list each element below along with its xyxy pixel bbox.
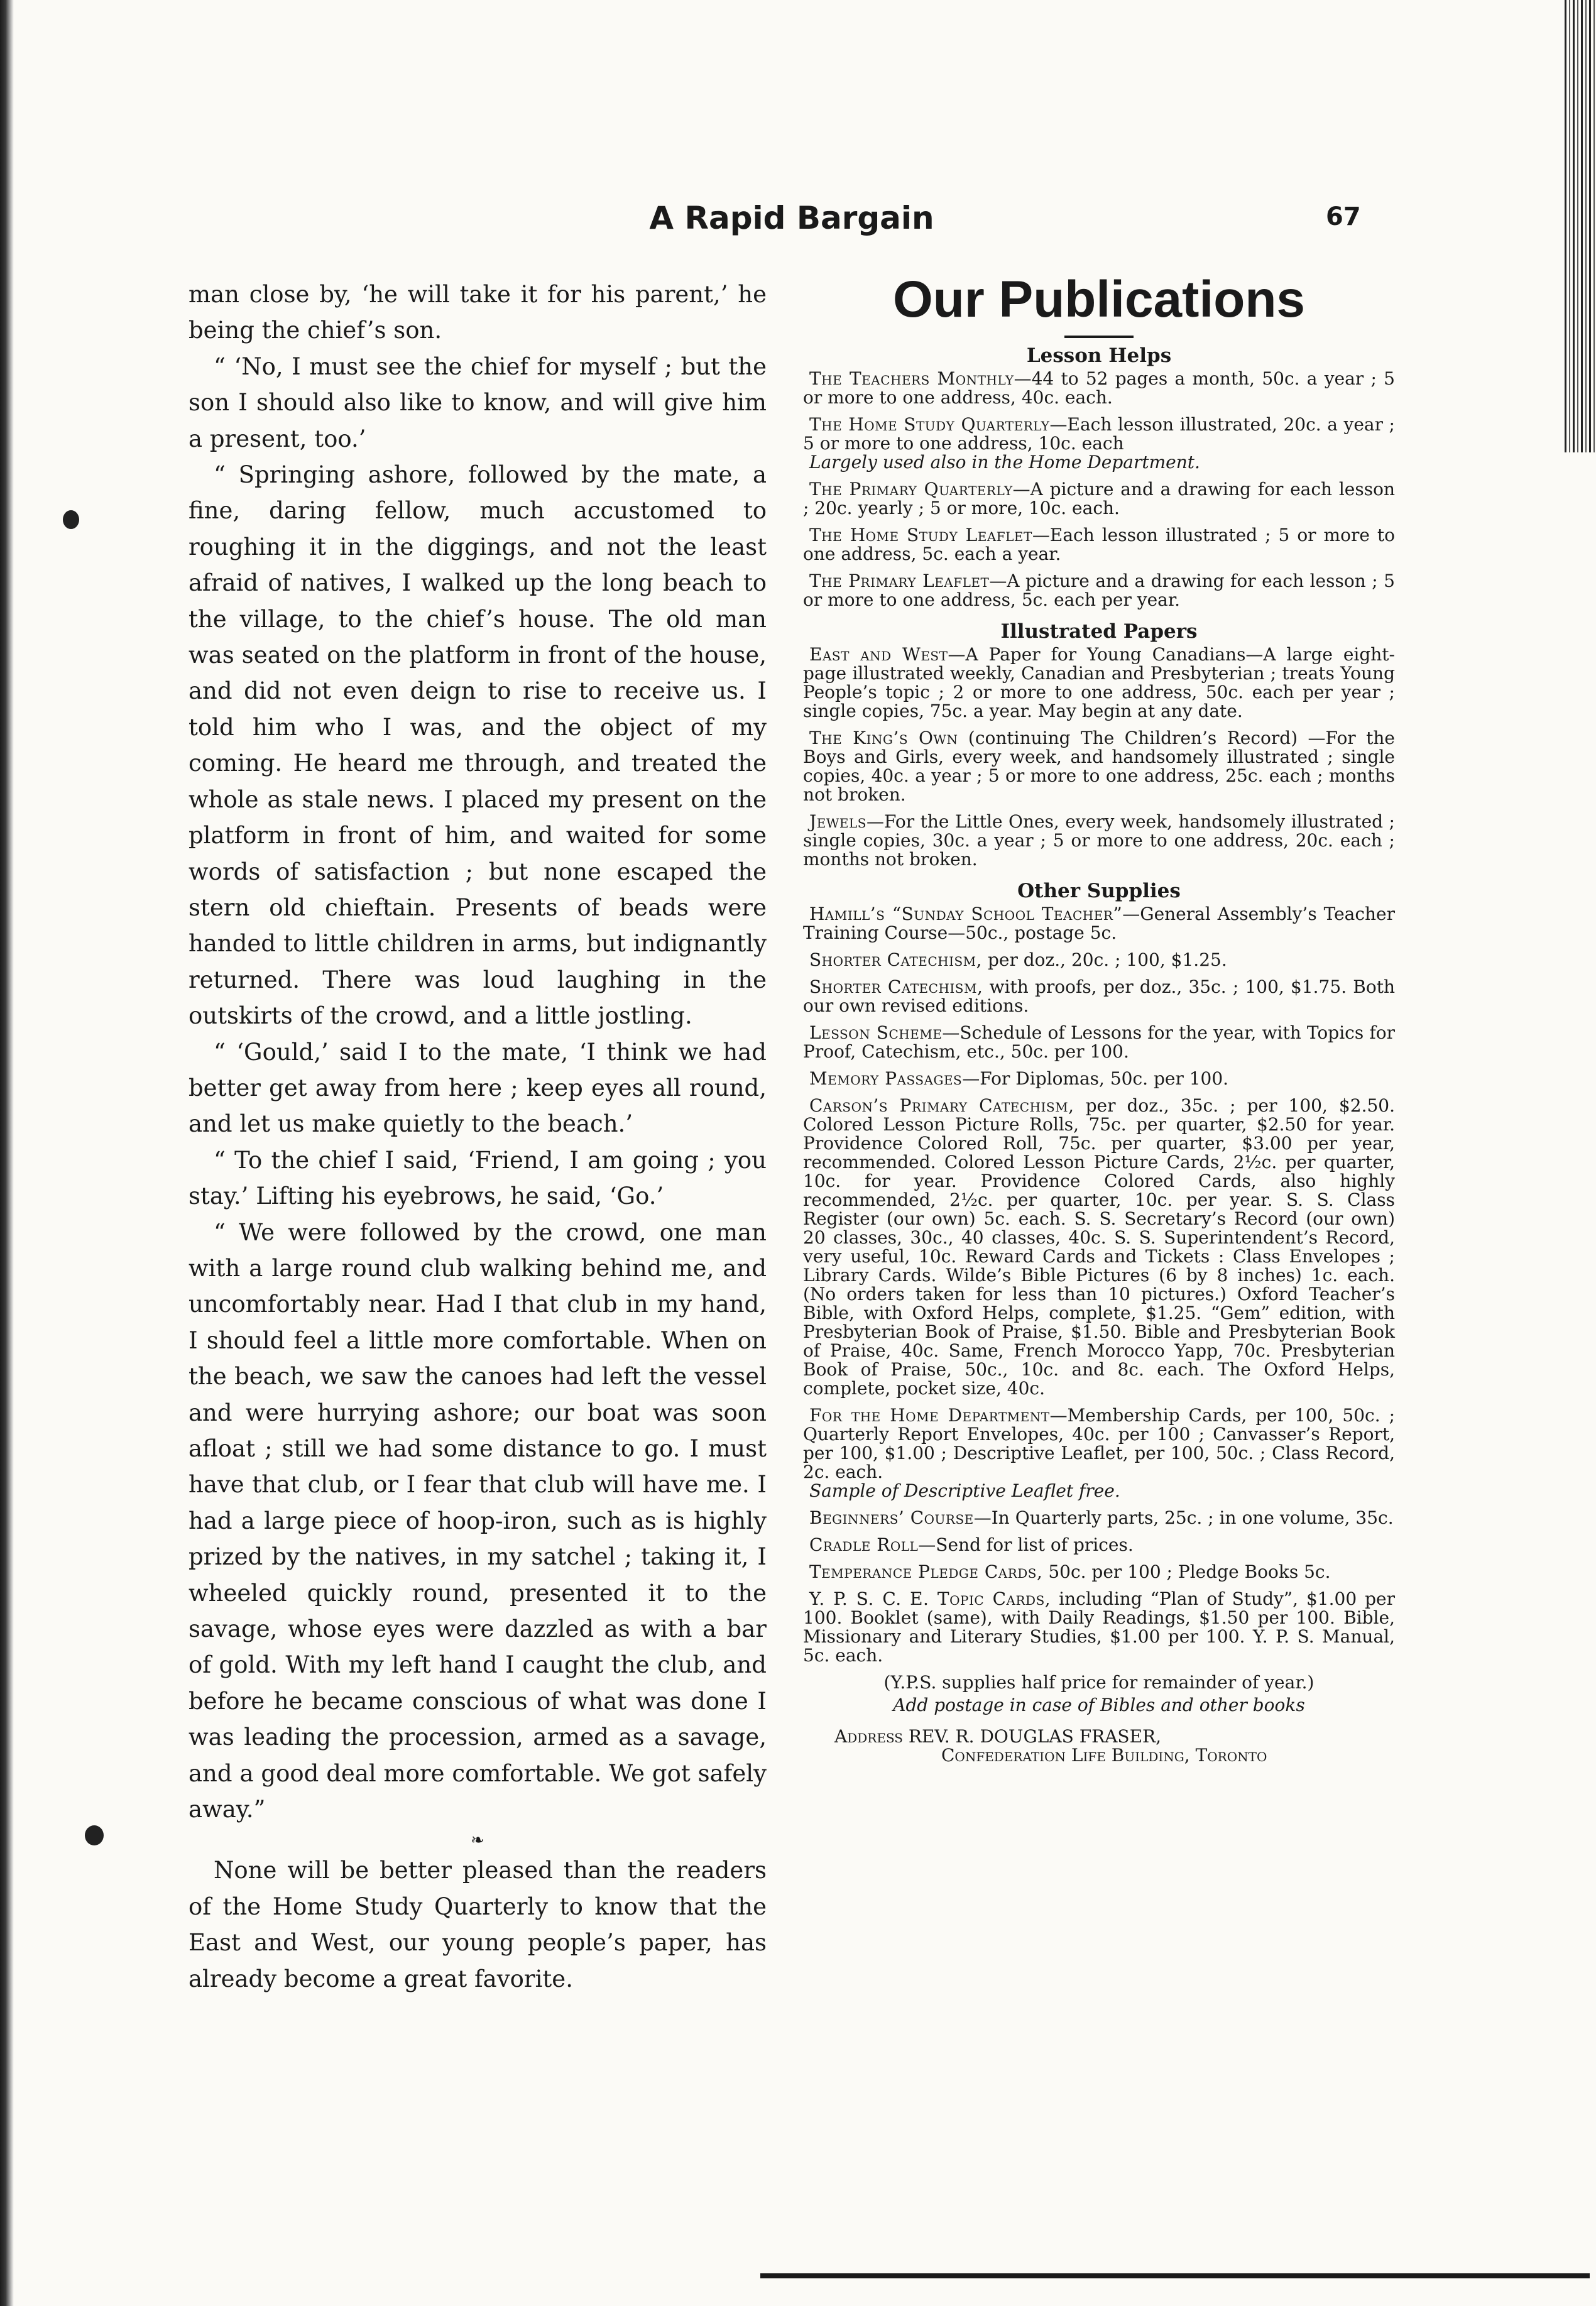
publication-name: Shorter Catechism, [809, 976, 983, 997]
address-label: Address [834, 1726, 903, 1747]
publication-details: —A Paper for Young Canadians—A large eight-page illustrated weekly, Canadian and Presbyterian ; treats Young People’s topic ; 2 or more to one address, 50c. each per year ; single copies, 75c. a year. May begin at any date. [803, 644, 1396, 721]
publication-name: The Teachers Monthly [809, 368, 1014, 389]
publication-item [803, 1406, 1395, 1500]
fleuron-ornament: ❧ [471, 1831, 484, 1850]
publication-item [803, 645, 1395, 721]
scan-edge-right [1565, 0, 1596, 452]
publication-name: For the Home Department [809, 1405, 1050, 1426]
publication-name: Jewels [809, 811, 866, 832]
publication-details: —Each lesson illustrated, 20c. a year ; 5 or more to one address, 10c. each [803, 414, 1395, 454]
publication-item [803, 1096, 1395, 1398]
publication-item [803, 978, 1395, 1015]
publication-name: The Home Study Quarterly [809, 414, 1050, 435]
address-name: REV. R. DOUGLAS FRASER, [908, 1726, 1162, 1747]
ink-smudge [63, 510, 79, 529]
publication-name: Hamill’s “Sunday School Teacher” [809, 904, 1123, 924]
publication-name: Temperance Pledge Cards, [809, 1561, 1043, 1582]
publication-name: Shorter Catechism, [809, 949, 983, 970]
publication-details: —44 to 52 pages a month, 50c. a year ; 5 or more to one address, 40c. each. [803, 368, 1395, 408]
publication-details: —For the Little Ones, every week, handsomely illustrated ; single copies, 30c. a year ; 5 or more to one address, 20c. each ; months not broken. [803, 811, 1395, 870]
publication-name: The Primary Quarterly [809, 479, 1013, 500]
publication-item [803, 415, 1395, 472]
publication-details: —A picture and a drawing for each lesson ; 5 or more to one address, 5c. each per year. [803, 571, 1395, 610]
publication-item [803, 1509, 1395, 1527]
publication-details: —Each lesson illustrated ; 5 or more to one address, 5c. each a year. [803, 525, 1395, 564]
story-paragraph: “ We were followed by the crowd, one man with a large round club walking behind me, and uncomfortably near. Had I that club in my hand, I should feel a little more comfortable. When on the beach, we saw the canoes had left the vessel and were hurrying ashore; our boat was soon afloat ; still we had some distance to go. I must have that club, or I fear that club will have me. I had a large piece of hoop-iron, such as is highly prized by the natives, in my satchel ; taking it, I wheeled quickly round, presented it to the savage, whose eyes were dazzled as with a bar of gold. With my left hand I caught the club, and before he became conscious of what was done I was leading the procession, armed as a savage, and a good deal more comfortable. We got safely away.” [189, 1218, 767, 1823]
story-paragraph: “ ‘No, I must see the chief for myself ; but the son I should also like to know, and will give him a present, too.’ [189, 352, 767, 452]
supplies-note: (Y.P.S. supplies half price for remainder of year.) [883, 1672, 1315, 1693]
closing-note: None will be better pleased than the readers of the Home Study Quarterly to know that the East and West, our young people’s paper, has already become a great favorite. [189, 1857, 767, 1992]
publication-name: Memory Passages [809, 1068, 963, 1089]
publication-name: Beginners’ Course [809, 1507, 974, 1528]
publications-title: Our Publications [892, 271, 1306, 328]
publication-name: The Primary Leaflet [809, 571, 990, 591]
publication-remark: Largely used also in the Home Department. [809, 452, 1200, 473]
publication-item [803, 1536, 1395, 1555]
story-column [189, 276, 767, 1997]
postage-note: Add postage in case of Bibles and other books [893, 1695, 1305, 1715]
story-paragraph: “ ‘Gould,’ said I to the mate, ‘I think we had better get away from here ; keep eyes all round, and let us make quietly to the beach.’ [189, 1038, 767, 1138]
publication-item [803, 572, 1395, 609]
publication-item [803, 1590, 1395, 1665]
publication-remark: Sample of Descriptive Leaflet free. [809, 1480, 1120, 1501]
publication-details: —For Diplomas, 50c. per 100. [962, 1068, 1229, 1089]
publication-item [803, 951, 1395, 970]
section-heading: Other Supplies [1017, 880, 1181, 902]
publication-name: Cradle Roll [809, 1534, 919, 1555]
publication-details: —Membership Cards, per 100, 50c. ; Quarterly Report Envelopes, 40c. per 100 ; Canvasser’s Report, per 100, $1.00 ; Descriptive Leaflet, per 100, 50c. ; Class Record, 2c. each. [803, 1405, 1395, 1482]
publication-details: —Send for list of prices. [918, 1534, 1134, 1555]
publication-details: —Schedule of Lessons for the year, with Topics for Proof, Catechism, etc., 50c. per 100. [803, 1022, 1395, 1062]
publication-item [803, 1069, 1395, 1088]
story-paragraph: man close by, ‘he will take it for his parent,’ he being the chief’s son. [189, 281, 767, 344]
address-line: Confederation Life Building, Toronto [941, 1745, 1267, 1766]
publication-item [803, 812, 1395, 869]
publication-name: Y. P. S. C. E. Topic Cards, [809, 1588, 1051, 1609]
title-rule [1064, 336, 1134, 338]
publication-item [803, 369, 1395, 407]
publication-details: with proofs, per doz., 35c. ; 100, $1.75. Both our own revised editions. [803, 976, 1396, 1016]
publication-details: 50c. per 100 ; Pledge Books 5c. [1042, 1561, 1331, 1582]
publication-details: —In Quarterly parts, 25c. ; in one volume, 35c. [973, 1507, 1394, 1528]
section-heading: Lesson Helps [1026, 344, 1172, 367]
publication-details: per doz., 35c. ; per 100, $2.50. Colored Lesson Picture Rolls, 75c. per quarter, $2.50 for year. Providence Colored Roll, 75c. per quarter, $3.00 per year, recommended. Colored Lesson Picture Cards, 2½c. per quarter, 10c. for year. Providence Colored Cards, also highly recommended, 2½c. per quarter, 10c. per year. S. S. Class Register (our own) 5c. each. S. S. Secretary’s Record (our own) 20 classes, 30c., 40 classes, 40c. S. S. Superintendent’s Record, very useful, 10c. Reward Cards and Tickets : Class Envelopes ; Library Cards. Wilde’s Bible Pictures (6 by 8 inches) 1c. each. (No orders taken for less than 10 pictures.) Oxford Teacher’s Bible, with Oxford Helps, complete, $1.25. “Gem” edition, with Presbyterian Book of Praise, $1.50. Bible and Presbyterian Book of Praise, 40c. Same, French Morocco Yapp, 70c. Presbyterian Book of Praise, 50c., 10c. and 8c. each. The Oxford Helps, complete, pocket size, 40c. [803, 1095, 1395, 1399]
ink-smudge [85, 1825, 104, 1845]
publication-item [803, 905, 1395, 943]
bottom-rule [760, 2273, 1590, 2278]
publication-details: (continuing The Children’s Record) —For the Boys and Girls, every week, and handsomely illustrated ; single copies, 40c. a year ; 5 or more to one address, 25c. each ; months not broken. [803, 728, 1395, 805]
publication-item [803, 1024, 1395, 1061]
scan-edge-left [0, 0, 14, 2306]
story-paragraphs [189, 276, 767, 1827]
publication-name: The King’s Own [809, 728, 958, 748]
publication-details: including “Plan of Study”, $1.00 per 100. Booklet (same), with Daily Readings, $1.50 per 100. Bible, Missionary and Literary Studies, $1.00 per 100. Y. P. S. Manual, 5c. each. [803, 1588, 1395, 1666]
publication-details: —General Assembly’s Teacher Training Course—50c., postage 5c. [803, 904, 1396, 943]
publication-details: per doz., 20c. ; 100, $1.25. [982, 949, 1227, 970]
publication-name: Carson’s Primary Catechism, [809, 1095, 1074, 1116]
publication-name: The Home Study Leaflet [809, 525, 1032, 545]
publication-sections [803, 342, 1395, 1665]
running-header: A Rapid Bargain [649, 200, 934, 236]
publication-name: East and West [809, 644, 948, 665]
publication-item [803, 729, 1395, 804]
publication-item [803, 526, 1395, 564]
address-block [834, 1727, 1395, 1765]
publication-name: Lesson Scheme [809, 1022, 943, 1043]
page-number: 67 [1326, 202, 1361, 231]
publications-column [803, 270, 1395, 1765]
section-heading: Illustrated Papers [1000, 620, 1198, 643]
publication-item [803, 1563, 1395, 1582]
publication-details: —A picture and a drawing for each lesson ; 20c. yearly ; 5 or more, 10c. each. [803, 479, 1395, 518]
story-paragraph: “ Springing ashore, followed by the mate, a fine, daring fellow, much accustomed to roughing it in the diggings, and not the least afraid of natives, I walked up the long beach to the village, to the chief’s house. The old man was seated on the platform in front of the house, and did not even deign to rise to receive us. I told him who I was, and the object of my coming. He heard me through, and treated the whole as stale news. I placed my present on the platform in front of him, and waited for some words of satisfaction ; but none escaped the stern old chieftain. Presents of beads were handed to little children in arms, but indignantly returned. There was loud laughing in the outskirts of the crowd, and a little jostling. [189, 461, 767, 1030]
publication-item [803, 480, 1395, 518]
story-paragraph: “ To the chief I said, ‘Friend, I am going ; you stay.’ Lifting his eyebrows, he said, ‘Go.’ [189, 1146, 767, 1210]
